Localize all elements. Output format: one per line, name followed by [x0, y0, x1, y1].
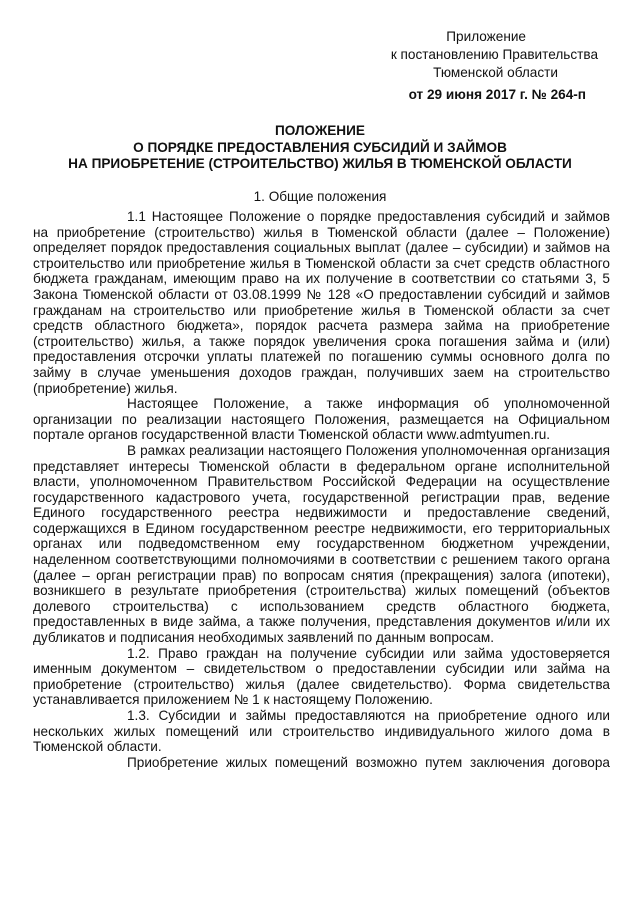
paragraph-1-1: 1.1 Настоящее Положение о порядке предоставления субсидий и займов на приобретение (строительство) жилья в Тюменской области (далее – Положение) определяет порядок предоставления социальных выплат (далее – субсидии) и займов на строительство или приобретение жилья в Тюменской области за счет средств областного бюджета гражданам, имеющим право на их получение в соответствии со статьями 3, 5 Закона Тюменской области от 03.08.1999 № 128 «О предоставлении субсидий и займов гражданам на строительство или приобретение жилья в Тюменской области за счет средств областного бюджета», порядок расчета размера займа на приобретение (строительство) жилья, а также порядок увеличения срока погашения займа и (или) предоставления отсрочки уплаты платежей по погашению суммы основного долга по займу в случае уменьшения доходов граждан, получивших заем на строительство (приобретение) жилья. [33, 209, 610, 396]
appendix-header [350, 28, 600, 104]
paragraph-authorized-org: В рамках реализации настоящего Положения уполномоченная организация представляет интересы Тюменской области в федеральном органе исполнительной власти, уполномоченном Правительством Российской Федерации на осуществление государственного кадастрового учета, государственной регистрации прав, ведение Единого государственного реестра недвижимости и предоставление сведений, содержащихся в Едином государственном реестре недвижимости, его территориальных органах или подведомственном ему государственном бюджетном учреждении, наделенном соответствующими полномочиями в соответствии с решением такого органа (далее – орган регистрации прав) по вопросам снятия (прекращения) залога (ипотеки), возникшего в результате приобретения (строительства) жилых помещений (объектов долевого строительства) с использованием средств областного бюджета, предоставленных в виде займа, а также получения, представления документов и/или их дубликатов и подписания необходимых заявлений по данным вопросам. [33, 442, 610, 646]
section-heading: 1. Общие положения [253, 189, 387, 204]
document-title-line3: НА ПРИОБРЕТЕНИЕ (СТРОИТЕЛЬСТВО) ЖИЛЬЯ В ТЮМЕНСКОЙ ОБЛАСТИ [68, 156, 572, 171]
document-title [30, 123, 610, 173]
appendix-title: Приложение [446, 29, 526, 44]
document-title-line1: ПОЛОЖЕНИЕ [275, 123, 365, 138]
paragraph-1-3: 1.3. Субсидии и займы предоставляются на приобретение одного или нескольких жилых помещений или строительство индивидуального жилого дома в Тюменской области. [33, 708, 610, 755]
appendix-date: от 29 июня 2017 г. № 264-п [408, 87, 586, 102]
appendix-resolution: к постановлению Правительства [390, 47, 598, 62]
paragraph-1-2: 1.2. Право граждан на получение субсидии или займа удостоверяется именным документом – свидетельством о предоставлении субсидии или займа на приобретение (строительство) жилья (далее свидетельство). Форма свидетельства устанавливается приложением № 1 к настоящему Положению. [33, 645, 610, 708]
document-body [33, 209, 610, 770]
appendix-region: Тюменской области [433, 65, 558, 80]
paragraph-portal: Настоящее Положение, а также информация об уполномоченной организации по реализации настоящего Положения, размещается на Официальном портале органов государственной власти Тюменской области www.admtyumen.ru. [33, 396, 610, 443]
document-title-line2: О ПОРЯДКЕ ПРЕДОСТАВЛЕНИЯ СУБСИДИЙ И ЗАЙМОВ [133, 139, 507, 155]
paragraph-purchase: Приобретение жилых помещений возможно путем заключения договора [127, 754, 610, 770]
